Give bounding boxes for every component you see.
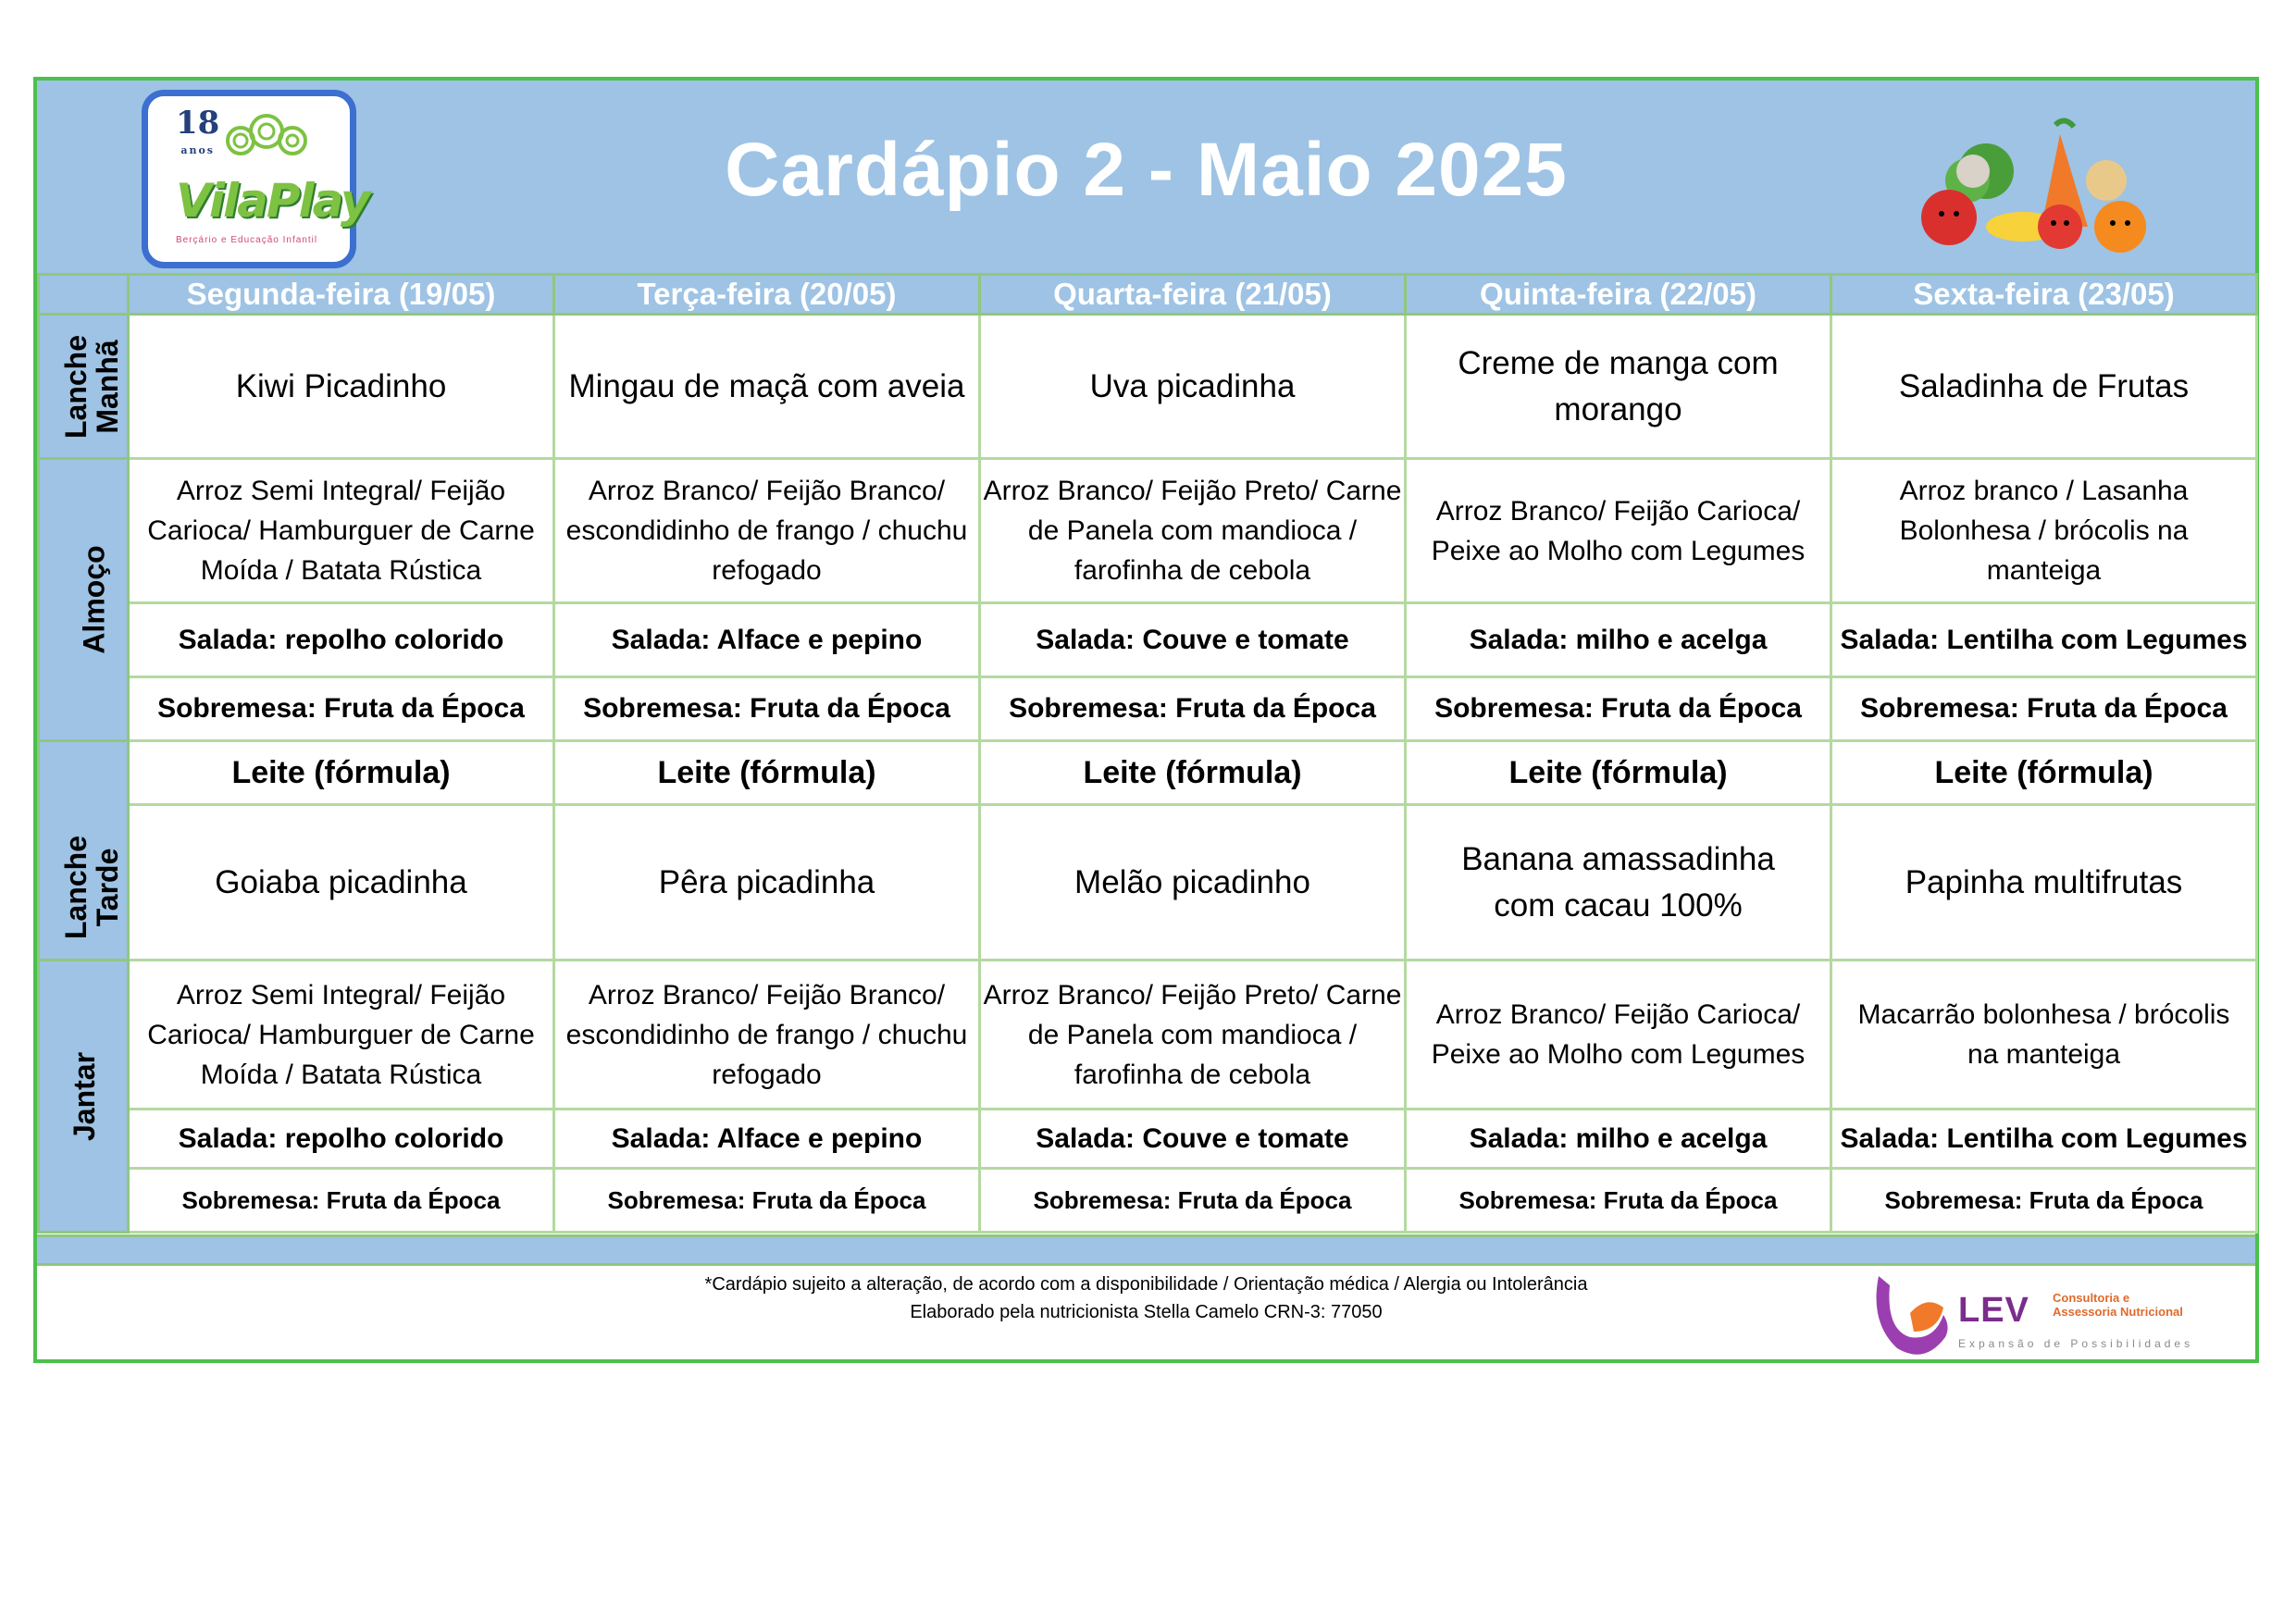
sobremesa-cell: Sobremesa: Fruta da Época (1831, 1169, 2257, 1233)
lev-name: LEV (1958, 1291, 2029, 1330)
salada-cell: Salada: milho e acelga (1406, 1110, 1831, 1169)
jantar-salada-row (39, 1110, 2257, 1169)
menu-cell: Arroz Branco/ Feijão Preto/ Carne de Panela com mandioca / farofinha de cebola (980, 961, 1406, 1110)
menu-frame (33, 77, 2259, 1363)
salada-cell: Salada: Alface e pepino (554, 603, 980, 677)
lanche-manha-label: Lanche Manhã (39, 315, 129, 459)
leite-row (39, 741, 2257, 805)
menu-cell: Macarrão bolonhesa / brócolis na manteiga (1831, 961, 2257, 1110)
leite-cell: Leite (fórmula) (554, 741, 980, 805)
sobremesa-cell: Sobremesa: Fruta da Época (1406, 677, 1831, 741)
salada-cell: Salada: milho e acelga (1406, 603, 1831, 677)
day-header: Sexta-feira (23/05) (1831, 275, 2257, 315)
sobremesa-cell: Sobremesa: Fruta da Época (129, 1169, 554, 1233)
jantar-sobremesa-row (39, 1169, 2257, 1233)
logo-tagline: Berçário e Educação Infantil (176, 235, 318, 245)
corner-cell (39, 275, 129, 315)
menu-cell: Banana amassadinha com cacau 100% (1406, 805, 1831, 961)
salada-cell: Salada: repolho colorido (129, 1110, 554, 1169)
salada-cell: Salada: Lentilha com Legumes (1831, 1110, 2257, 1169)
menu-cell: Uva picadinha (980, 315, 1406, 459)
menu-cell: Arroz Semi Integral/ Feijão Carioca/ Hamburguer de Carne Moída / Batata Rústica (129, 459, 554, 603)
menu-cell: Mingau de maçã com aveia (554, 315, 980, 459)
leite-cell: Leite (fórmula) (980, 741, 1406, 805)
sobremesa-cell: Sobremesa: Fruta da Época (554, 1169, 980, 1233)
sobremesa-cell: Sobremesa: Fruta da Época (554, 677, 980, 741)
leite-cell: Leite (fórmula) (1831, 741, 2257, 805)
logo-brand: VilaPlay (176, 174, 369, 228)
salada-cell: Salada: Couve e tomate (980, 1110, 1406, 1169)
menu-cell: Papinha multifrutas (1831, 805, 2257, 961)
menu-cell: Goiaba picadinha (129, 805, 554, 961)
lev-slogan: Expansão de Possibilidades (1958, 1337, 2194, 1350)
lev-mark-icon (1869, 1276, 1953, 1357)
sobremesa-cell: Sobremesa: Fruta da Época (1831, 677, 2257, 741)
sobremesa-cell: Sobremesa: Fruta da Época (129, 677, 554, 741)
sobremesa-cell: Sobremesa: Fruta da Época (1406, 1169, 1831, 1233)
almoco-sobremesa-row (39, 677, 2257, 741)
lev-subtitle: Consultoria e Assessoria Nutricional (2053, 1291, 2183, 1319)
menu-cell: Kiwi Picadinho (129, 315, 554, 459)
menu-cell: Arroz Branco/ Feijão Branco/ escondidinho de frango / chuchu refogado (554, 961, 980, 1110)
menu-cell: Arroz Branco/ Feijão Branco/ escondidinho de frango / chuchu refogado (554, 459, 980, 603)
menu-cell: Arroz branco / Lasanha Bolonhesa / brócolis na manteiga (1831, 459, 2257, 603)
lev-logo (1869, 1276, 2203, 1359)
menu-cell: Creme de manga com morango (1406, 315, 1831, 459)
day-header: Quinta-feira (22/05) (1406, 275, 1831, 315)
almoco-label: Almoço (39, 459, 129, 741)
footer-note: *Cardápio sujeito a alteração, de acordo com a disponibilidade / Orientação médica / Alergia ou Intolerância (704, 1274, 1588, 1295)
logo-years: 18 anos (176, 105, 220, 156)
day-header: Segunda-feira (19/05) (129, 275, 554, 315)
jantar-main-row (39, 961, 2257, 1110)
salada-cell: Salada: Alface e pepino (554, 1110, 980, 1169)
leite-cell: Leite (fórmula) (1406, 741, 1831, 805)
jantar-label: Jantar (39, 961, 129, 1233)
almoco-main-row (39, 459, 2257, 603)
fruits-vegetables-icon (1921, 116, 2162, 264)
lanche-manha-row (39, 315, 2257, 459)
salada-cell: Salada: repolho colorido (129, 603, 554, 677)
menu-cell: Saladinha de Frutas (1831, 315, 2257, 459)
leite-cell: Leite (fórmula) (129, 741, 554, 805)
day-header: Quarta-feira (21/05) (980, 275, 1406, 315)
footer-credit: Elaborado pela nutricionista Stella Camelo CRN-3: 77050 (910, 1302, 1383, 1322)
salada-cell: Salada: Lentilha com Legumes (1831, 603, 2257, 677)
sobremesa-cell: Sobremesa: Fruta da Época (980, 1169, 1406, 1233)
sobremesa-cell: Sobremesa: Fruta da Época (980, 677, 1406, 741)
day-header: Terça-feira (20/05) (554, 275, 980, 315)
menu-table (37, 273, 2258, 1233)
header-bar (37, 81, 2255, 273)
footer-blue-bar (37, 1234, 2255, 1266)
lanche-tarde-label: Lanche Tarde (39, 741, 129, 961)
menu-cell: Arroz Branco/ Feijão Carioca/ Peixe ao Molho com Legumes (1406, 961, 1831, 1110)
menu-cell: Arroz Branco/ Feijão Carioca/ Peixe ao Molho com Legumes (1406, 459, 1831, 603)
days-header-row (39, 275, 2257, 315)
lanche-tarde-row (39, 805, 2257, 961)
menu-cell: Pêra picadinha (554, 805, 980, 961)
almoco-salada-row (39, 603, 2257, 677)
menu-cell: Arroz Semi Integral/ Feijão Carioca/ Hamburguer de Carne Moída / Batata Rústica (129, 961, 554, 1110)
salada-cell: Salada: Couve e tomate (980, 603, 1406, 677)
menu-cell: Arroz Branco/ Feijão Preto/ Carne de Panela com mandioca / farofinha de cebola (980, 459, 1406, 603)
page-title: Cardápio 2 - Maio 2025 (725, 128, 1568, 212)
menu-cell: Melão picadinho (980, 805, 1406, 961)
